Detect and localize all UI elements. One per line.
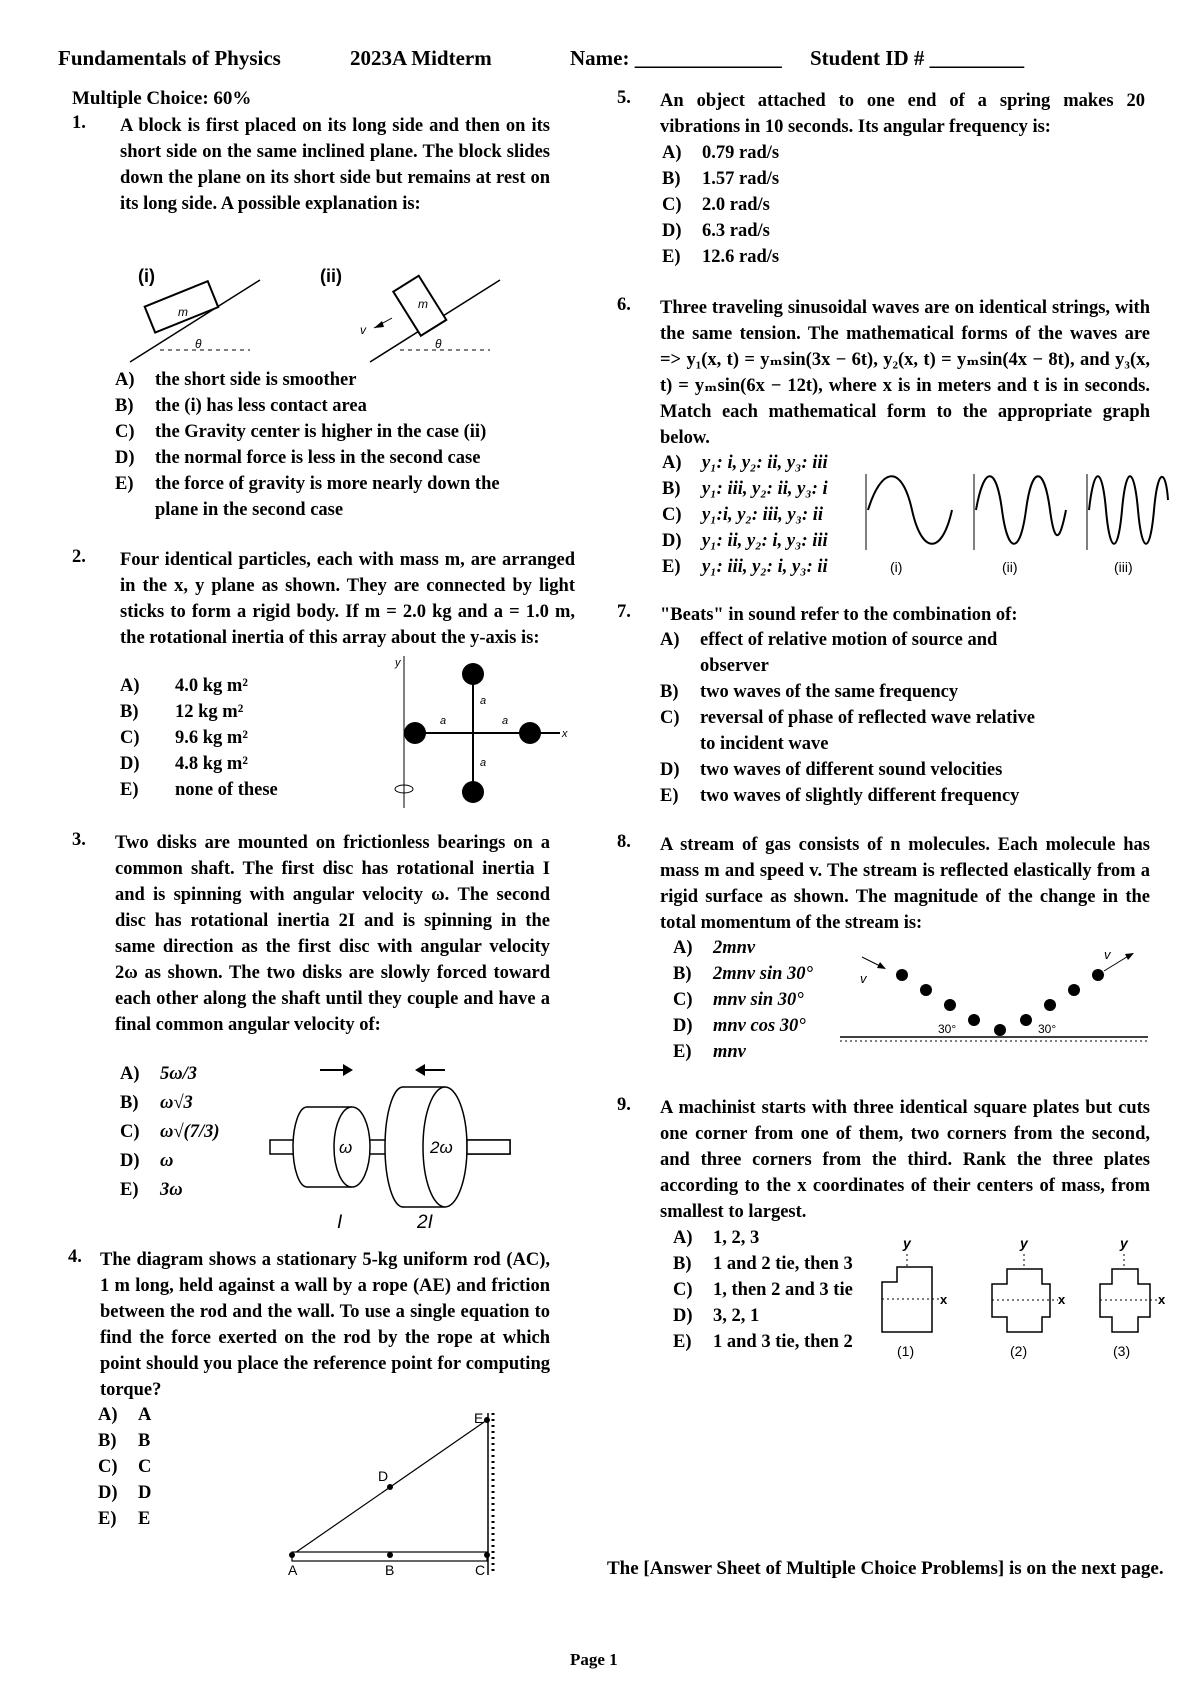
question-text: A block is first placed on its long side and then on its short side on the same inclined plane. The block slides down the plane on its short side but remains at rest on its long side. A possible explanation is: bbox=[120, 116, 550, 214]
a-label: a bbox=[480, 757, 487, 769]
theta-label: θ bbox=[195, 337, 202, 351]
option: C) ω√(7/3) bbox=[120, 1122, 220, 1142]
plate-x-label: x bbox=[940, 1292, 948, 1307]
question-number: 4. bbox=[68, 1247, 82, 1267]
option: C) 9.6 kg m² bbox=[120, 728, 248, 748]
question-text: A machinist starts with three identical square plates but cuts one corner from one of them, two corners from the second, and three corners from the third. Rank the three plates according to the x coordinates of their centers of mass, from smallest to largest. bbox=[660, 1098, 1150, 1222]
question-text: "Beats" in sound refer to the combination of: bbox=[660, 605, 1018, 625]
square-plates-figure bbox=[880, 1232, 1180, 1362]
question-number: 1. bbox=[72, 113, 86, 133]
option: C) y₁:i, y₂: iii, y₃: ii bbox=[662, 505, 824, 525]
option: D) the normal force is less in the second case bbox=[115, 448, 481, 468]
option: B) 2mnv sin 30° bbox=[673, 964, 813, 984]
option: D) 3, 2, 1 bbox=[673, 1306, 760, 1326]
option-continuation: observer bbox=[700, 656, 769, 676]
option: A) 5ω/3 bbox=[120, 1064, 198, 1084]
question-number: 9. bbox=[617, 1095, 631, 1115]
two-omega-label: 2ω bbox=[430, 1138, 453, 1157]
option: D) mnv cos 30° bbox=[673, 1016, 806, 1036]
option-continuation: plane in the second case bbox=[155, 500, 344, 520]
option: A) effect of relative motion of source and bbox=[660, 630, 998, 650]
plate-y-label: y bbox=[1020, 1235, 1028, 1251]
option: C) mnv sin 30° bbox=[673, 990, 804, 1010]
plate-x-label: x bbox=[1058, 1292, 1066, 1307]
option: C) 1, then 2 and 3 tie bbox=[673, 1280, 853, 1300]
option: E) E bbox=[98, 1509, 151, 1529]
option: B) the (i) has less contact area bbox=[115, 396, 367, 416]
question-text: Three traveling sinusoidal waves are on identical strings, with the same tension. The mathematical forms of the waves are => y₁(x, t) = yₘsin(3x − 6t), y₂(x, t) = yₘsin(4x − 8t), and y₃(x, t) = yₘsin(6x − 12t), where x is in meters and t is in seconds. Match each mathematical form to the appropriate graph below. bbox=[660, 298, 1150, 448]
question-number: 3. bbox=[72, 830, 86, 850]
question-number: 8. bbox=[617, 832, 631, 852]
particle-array-figure bbox=[390, 652, 580, 812]
angle-label: 30° bbox=[1038, 1022, 1057, 1036]
option: B) two waves of the same frequency bbox=[660, 682, 959, 702]
option: B) 1.57 rad/s bbox=[662, 169, 780, 189]
figure-label-i: (i) bbox=[138, 266, 155, 286]
option: B) ω√3 bbox=[120, 1093, 193, 1113]
option: A) the short side is smoother bbox=[115, 370, 357, 390]
option: D) two waves of different sound velocities bbox=[660, 760, 1003, 780]
option: E) mnv bbox=[673, 1042, 746, 1062]
option: B) 1 and 2 tie, then 3 bbox=[673, 1254, 853, 1274]
plate-label-2: (2) bbox=[1010, 1343, 1028, 1359]
question-text: A stream of gas consists of n molecules. Each molecule has mass m and speed v. The stream is reflected elastically from a rigid surface as shown. The magnitude of the change in the total momentum of the stream is: bbox=[660, 835, 1150, 933]
inertia-label: I bbox=[337, 1212, 343, 1233]
inclined-plane-figure bbox=[120, 258, 540, 368]
page-number: Page 1 bbox=[570, 1650, 618, 1669]
plate-y-label: y bbox=[1120, 1235, 1128, 1251]
exam-title: 2023A Midterm bbox=[350, 46, 492, 70]
mass-label: m bbox=[178, 305, 188, 319]
option: A) 0.79 rad/s bbox=[662, 143, 780, 163]
section-title: Multiple Choice: 60% bbox=[72, 88, 252, 109]
graph-label-iii: (iii) bbox=[1114, 559, 1133, 575]
option: D) 6.3 rad/s bbox=[662, 221, 770, 241]
coupled-disks-figure bbox=[265, 1060, 515, 1235]
theta-label: θ bbox=[435, 337, 442, 351]
option: D) 4.8 kg m² bbox=[120, 754, 248, 774]
question-text: The diagram shows a stationary 5-kg uniform rod (AC), 1 m long, held against a wall by a rope (AE) and friction between the rod and the wall. To use a single equation to find the force exerted on the rod by the rope at which point should you place the reference point for computing torque? bbox=[100, 1250, 550, 1400]
question-text: Two disks are mounted on frictionless bearings on a common shaft. The first disc has rotational inertia I and is spinning with angular velocity ω. The second disc has rotational inertia 2I and is spinning in the same direction as the first disc with angular velocity 2ω as shown. The two disks are slowly forced toward each other along the shaft until they couple and have a final common angular velocity of: bbox=[115, 833, 550, 1035]
question-number: 2. bbox=[72, 547, 86, 567]
question-number: 7. bbox=[617, 602, 631, 622]
option: E) 12.6 rad/s bbox=[662, 247, 780, 267]
a-label: a bbox=[440, 715, 447, 727]
option: A) 1, 2, 3 bbox=[673, 1228, 760, 1248]
question-number: 6. bbox=[617, 295, 631, 315]
option: B) 12 kg m² bbox=[120, 702, 244, 722]
plate-x-label: x bbox=[1158, 1292, 1166, 1307]
option: E) 1 and 3 tie, then 2 bbox=[673, 1332, 853, 1352]
option: E) the force of gravity is more nearly down the bbox=[115, 474, 500, 494]
point-e-label: E bbox=[474, 1410, 484, 1426]
velocity-in-label: v bbox=[860, 971, 867, 986]
answer-sheet-note: The [Answer Sheet of Multiple Choice Problems] is on the next page. bbox=[607, 1558, 1164, 1579]
a-label: a bbox=[480, 695, 487, 707]
option: B) B bbox=[98, 1431, 151, 1451]
option: C) C bbox=[98, 1457, 152, 1477]
plate-label-3: (3) bbox=[1113, 1343, 1131, 1359]
velocity-label: v bbox=[360, 323, 366, 337]
option: A) y₁: i, y₂: ii, y₃: iii bbox=[662, 453, 828, 473]
plate-label-1: (1) bbox=[897, 1343, 915, 1359]
omega-label: ω bbox=[339, 1138, 353, 1157]
option: C) reversal of phase of reflected wave relative bbox=[660, 708, 1035, 728]
plate-y-label: y bbox=[903, 1235, 911, 1251]
a-label: a bbox=[502, 715, 509, 727]
question-text: Four identical particles, each with mass m, are arranged in the x, y plane as shown. They are connected by light sticks to form a rigid body. If m = 2.0 kg and a = 1.0 m, the rotational inertia of this array about the y-axis is: bbox=[120, 550, 575, 648]
name-field: Name: ______________ bbox=[570, 46, 782, 70]
angle-label: 30° bbox=[938, 1022, 957, 1036]
option: D) D bbox=[98, 1483, 152, 1503]
option: A) 4.0 kg m² bbox=[120, 676, 248, 696]
option: E) y₁: iii, y₂: i, y₃: ii bbox=[662, 557, 828, 577]
option: D) ω bbox=[120, 1151, 174, 1171]
student-id-field: Student ID # _________ bbox=[810, 46, 1025, 70]
graph-label-ii: (ii) bbox=[1002, 559, 1018, 575]
rod-wall-figure bbox=[280, 1405, 500, 1580]
figure-label-ii: (ii) bbox=[320, 266, 342, 286]
point-d-label: D bbox=[378, 1468, 389, 1484]
point-a-label: A bbox=[288, 1562, 298, 1578]
wave-graphs-figure bbox=[862, 470, 1172, 580]
option: A) A bbox=[98, 1405, 152, 1425]
point-b-label: B bbox=[385, 1562, 395, 1578]
option: E) two waves of slightly different frequency bbox=[660, 786, 1020, 806]
y-axis-label: y bbox=[395, 657, 401, 669]
velocity-out-label: v bbox=[1104, 947, 1111, 962]
point-c-label: C bbox=[475, 1562, 486, 1578]
option: D) y₁: ii, y₂: i, y₃: iii bbox=[662, 531, 828, 551]
course-title: Fundamentals of Physics bbox=[58, 46, 281, 70]
question-text: An object attached to one end of a spring makes 20 vibrations in 10 seconds. Its angular frequency is: bbox=[660, 91, 1145, 137]
option: C) 2.0 rad/s bbox=[662, 195, 770, 215]
mass-label: m bbox=[418, 297, 428, 311]
inertia-2i-label: 2I bbox=[417, 1212, 433, 1233]
question-number: 5. bbox=[617, 88, 631, 108]
option-continuation: to incident wave bbox=[700, 734, 829, 754]
option: B) y₁: iii, y₂: ii, y₃: i bbox=[662, 479, 828, 499]
option: A) 2mnv bbox=[673, 938, 756, 958]
gas-stream-figure bbox=[840, 945, 1150, 1045]
option: E) none of these bbox=[120, 780, 278, 800]
option: E) 3ω bbox=[120, 1180, 183, 1200]
option: C) the Gravity center is higher in the case (ii) bbox=[115, 422, 487, 442]
graph-label-i: (i) bbox=[890, 559, 903, 575]
x-axis-label: x bbox=[562, 728, 568, 740]
